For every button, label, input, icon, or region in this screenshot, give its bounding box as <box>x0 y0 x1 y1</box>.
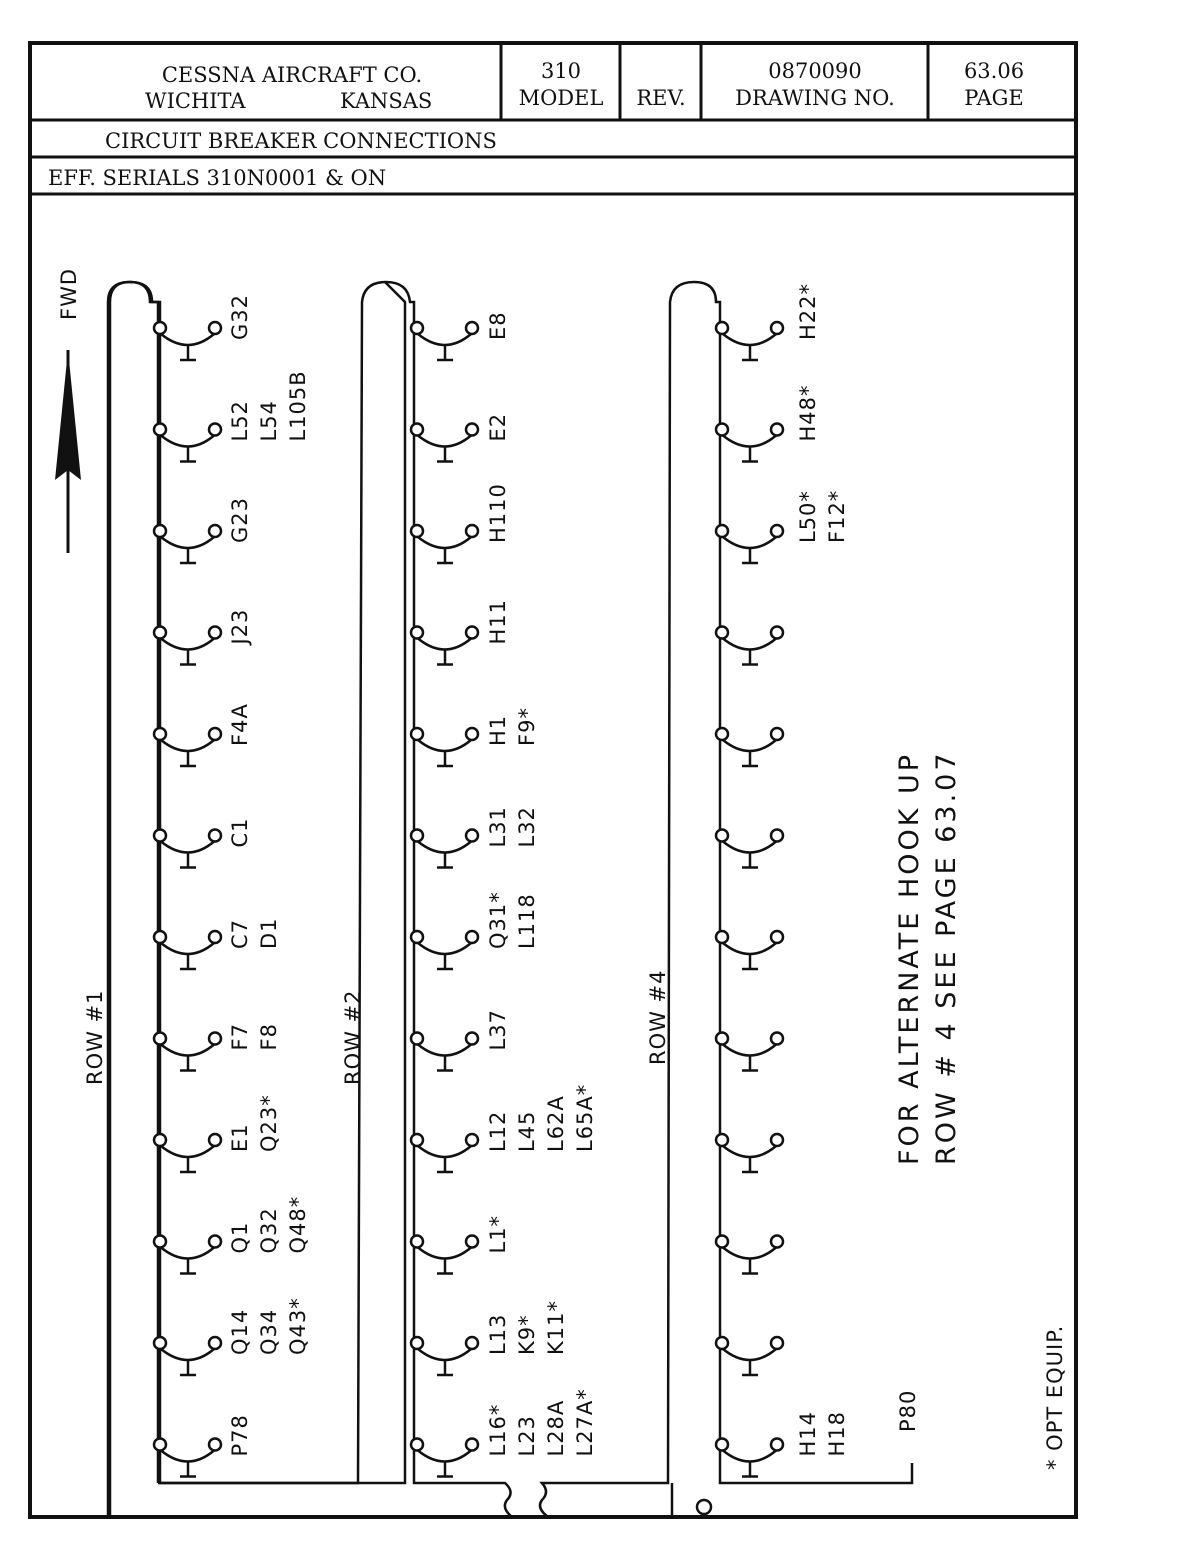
p80-label: P80 <box>896 1389 920 1432</box>
alternate-hookup-note-line-1: FOR ALTERNATE HOOK UP <box>894 751 925 1165</box>
circuit-breaker-icon <box>716 322 783 360</box>
breaker-connection-label: E2 <box>486 412 510 442</box>
effectivity-serials: EFF. SERIALS 310N0001 & ON <box>48 166 387 190</box>
circuit-breaker-icon <box>154 728 221 766</box>
breaker-connection-label: L62A <box>544 1095 568 1152</box>
breaker-connection-label: K9* <box>515 1314 539 1355</box>
breaker-connection-label: L37 <box>486 1009 510 1051</box>
breaker-connection-label: H14 <box>796 1410 820 1457</box>
breaker-connection-label: L65A* <box>573 1083 597 1152</box>
breaker-connection-label: H110 <box>486 483 510 543</box>
circuit-breaker-icon <box>716 1236 783 1274</box>
breaker-connection-label: Q31* <box>486 891 510 949</box>
breaker-connection-label: G32 <box>228 294 252 340</box>
model-value: 310 <box>540 59 582 83</box>
circuit-breaker-icon <box>716 1337 783 1375</box>
drawing-number-label: DRAWING NO. <box>735 86 895 110</box>
page-label: PAGE <box>964 86 1024 110</box>
circuit-breaker-icon <box>716 424 783 462</box>
breaker-connection-label: K11* <box>544 1300 568 1355</box>
breaker-connection-label: L50* <box>796 490 820 543</box>
circuit-breaker-icon <box>411 728 478 766</box>
breaker-connection-label: E8 <box>486 311 510 340</box>
breaker-connection-label: H48* <box>796 384 820 442</box>
row-2-bus <box>158 282 512 1517</box>
breaker-connection-label: L32 <box>515 806 539 848</box>
breaker-connection-label: P78 <box>228 1414 252 1457</box>
row-2-bus-right <box>540 282 912 1517</box>
breaker-rows <box>154 283 849 1477</box>
breaker-connection-label: Q23* <box>257 1094 281 1152</box>
company-state: KANSAS <box>340 89 433 113</box>
circuit-breaker-icon <box>411 424 478 462</box>
page-number: 63.06 <box>963 59 1025 83</box>
circuit-breaker-icon <box>411 525 478 563</box>
breaker-connection-label: Q48* <box>286 1195 310 1254</box>
circuit-breaker-icon <box>154 424 221 462</box>
breaker-connection-label: Q43* <box>286 1297 310 1355</box>
circuit-breaker-icon <box>154 931 221 969</box>
breaker-connection-label: F8 <box>257 1023 281 1051</box>
company-name: CESSNA AIRCRAFT CO. <box>161 63 423 87</box>
breaker-connection-label: Q34 <box>257 1308 281 1355</box>
circuit-breaker-icon <box>154 1337 221 1375</box>
fwd-label: FWD <box>57 267 81 320</box>
circuit-breaker-icon <box>154 627 221 665</box>
row-2-label: ROW #2 <box>341 989 365 1085</box>
circuit-breaker-icon <box>411 322 478 360</box>
circuit-breaker-icon <box>411 1439 478 1477</box>
breaker-connection-label: C1 <box>228 817 252 848</box>
circuit-breaker-icon <box>411 830 478 868</box>
breaker-connection-label: J23 <box>228 608 252 645</box>
circuit-breaker-icon <box>411 1033 478 1071</box>
row-1-bus <box>110 282 158 1517</box>
breaker-connection-label: F4A <box>228 703 252 746</box>
circuit-breaker-icon <box>154 1033 221 1071</box>
model-label: MODEL <box>518 86 604 110</box>
breaker-connection-label: L45 <box>515 1110 539 1152</box>
circuit-breaker-icon <box>716 1134 783 1172</box>
breaker-connection-label: L16* <box>486 1403 510 1457</box>
breaker-connection-label: F12* <box>825 489 849 543</box>
breaker-connection-label: L12 <box>486 1110 510 1152</box>
row-4-label: ROW #4 <box>646 969 670 1065</box>
circuit-breaker-icon <box>716 728 783 766</box>
breaker-connection-label: D1 <box>257 917 281 949</box>
circuit-breaker-icon <box>154 1134 221 1172</box>
circuit-breaker-icon <box>154 830 221 868</box>
circuit-breaker-icon <box>411 931 478 969</box>
circuit-breaker-icon <box>716 1439 783 1477</box>
circuit-breaker-icon <box>154 322 221 360</box>
breaker-connection-label: L23 <box>515 1415 539 1457</box>
row-1-label: ROW #1 <box>83 989 107 1085</box>
circuit-breaker-icon <box>411 1337 478 1375</box>
breaker-connection-label: L27A* <box>573 1388 597 1457</box>
breaker-connection-label: L13 <box>486 1313 510 1355</box>
circuit-breaker-icon <box>154 1236 221 1274</box>
breaker-connection-label: H1 <box>486 714 510 746</box>
breaker-connection-label: Q14 <box>228 1308 252 1355</box>
drawing-subject: CIRCUIT BREAKER CONNECTIONS <box>105 129 497 153</box>
rev-label: REV. <box>636 86 686 110</box>
circuit-breaker-icon <box>154 525 221 563</box>
circuit-breaker-icon <box>411 627 478 665</box>
company-city: WICHITA <box>145 89 246 113</box>
breaker-connection-label: F7 <box>228 1023 252 1051</box>
breaker-connection-label: L1* <box>486 1214 510 1254</box>
ground-terminal-icon <box>697 1500 711 1514</box>
circuit-breaker-icon <box>716 525 783 563</box>
breaker-connection-label: L54 <box>257 400 281 442</box>
breaker-connection-label: F9* <box>515 707 539 746</box>
breaker-connection-label: E1 <box>228 1123 252 1152</box>
breaker-connection-label: L31 <box>486 806 510 848</box>
breaker-connection-label: L28A <box>544 1399 568 1457</box>
circuit-breaker-icon <box>716 1033 783 1071</box>
circuit-breaker-icon <box>716 830 783 868</box>
optional-equipment-legend: * OPT EQUIP. <box>1043 1324 1067 1470</box>
alternate-hookup-note-line-2: ROW # 4 SEE PAGE 63.07 <box>931 750 962 1165</box>
circuit-breaker-icon <box>716 931 783 969</box>
breaker-connection-label: L118 <box>515 893 539 949</box>
breaker-connection-label: G23 <box>228 497 252 543</box>
breaker-connection-label: H22* <box>796 282 820 340</box>
breaker-connection-label: Q1 <box>228 1221 252 1254</box>
breaker-connection-label: C7 <box>228 918 252 949</box>
breaker-connection-label: L105B <box>286 370 310 442</box>
circuit-breaker-icon <box>154 1439 221 1477</box>
breaker-connection-label: H11 <box>486 598 510 645</box>
circuit-breaker-icon <box>716 627 783 665</box>
breaker-connection-label: H18 <box>825 1410 849 1457</box>
breaker-connection-label: L52 <box>228 400 252 442</box>
drawing-number: 0870090 <box>768 59 862 83</box>
forward-arrow-icon <box>55 350 81 553</box>
breaker-connection-label: Q32 <box>257 1207 281 1254</box>
circuit-breaker-icon <box>411 1134 478 1172</box>
circuit-breaker-icon <box>411 1236 478 1274</box>
